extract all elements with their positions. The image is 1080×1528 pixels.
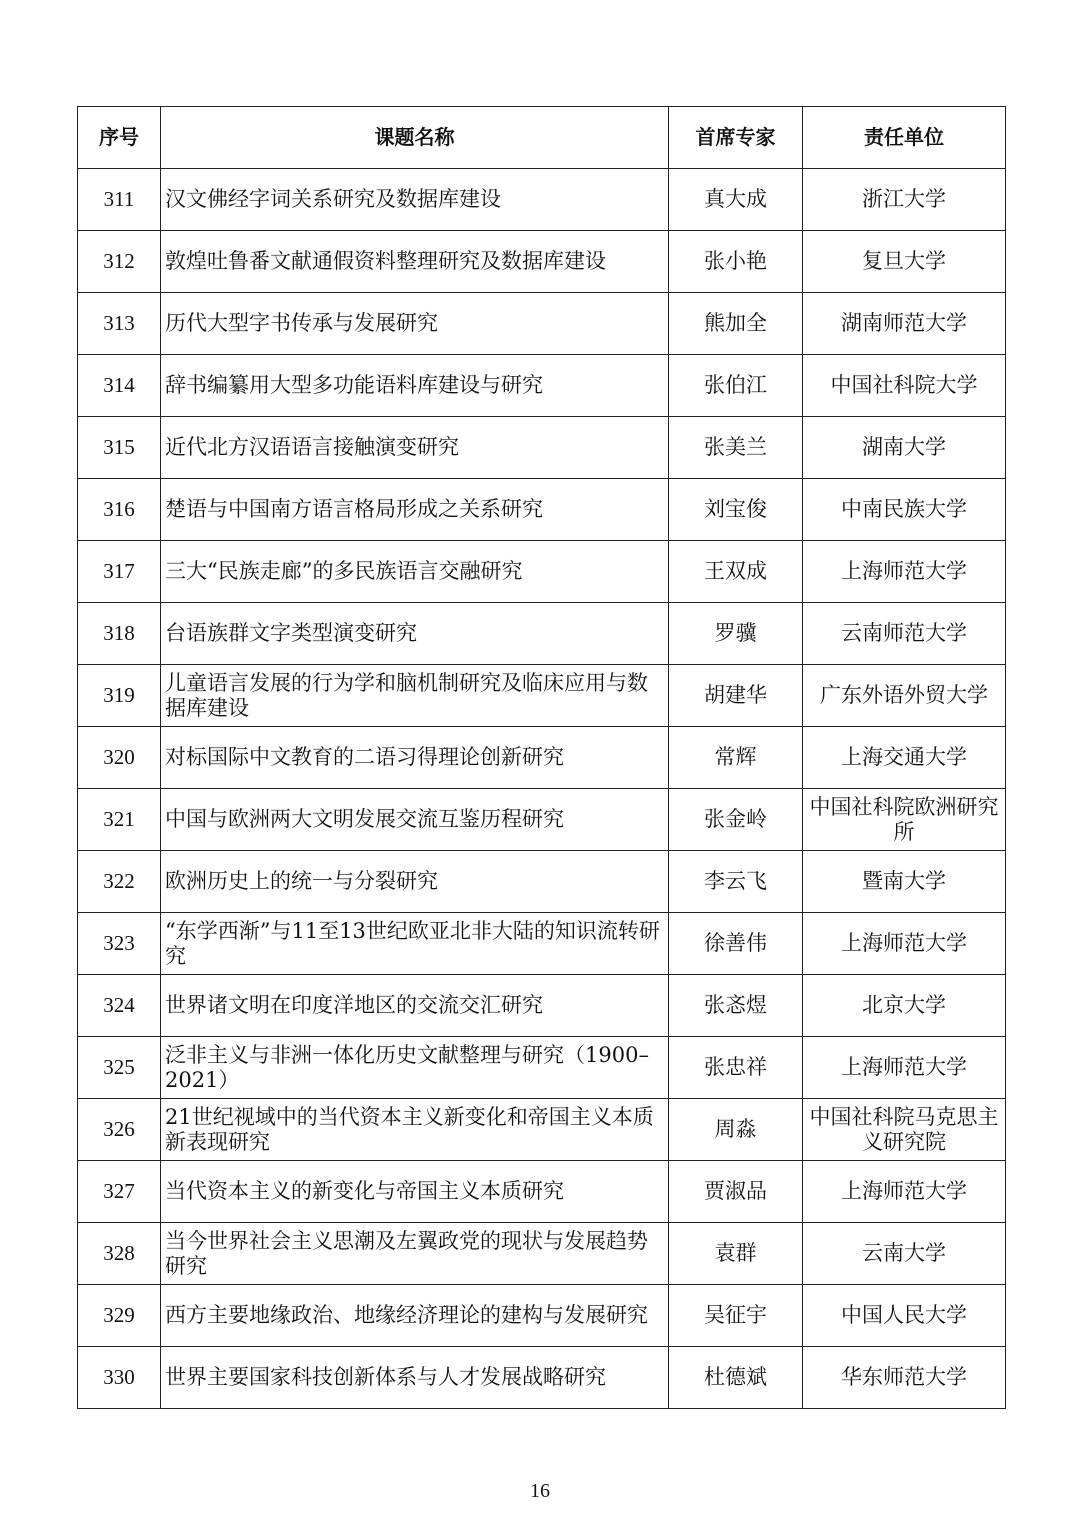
cell-unit: 上海师范大学: [803, 1037, 1006, 1099]
cell-unit: 中南民族大学: [803, 479, 1006, 541]
cell-title: 近代北方汉语语言接触演变研究: [161, 417, 669, 479]
cell-expert: 王双成: [669, 541, 803, 603]
cell-expert: 常辉: [669, 727, 803, 789]
cell-expert: 张忠祥: [669, 1037, 803, 1099]
table-row: [78, 975, 1006, 1037]
cell-unit: 暨南大学: [803, 851, 1006, 913]
cell-no: 323: [78, 913, 161, 975]
cell-expert: 徐善伟: [669, 913, 803, 975]
cell-expert: 罗骥: [669, 603, 803, 665]
cell-no: 330: [78, 1347, 161, 1409]
cell-title: “东学西渐”与11至13世纪欧亚北非大陆的知识流转研究: [161, 913, 669, 975]
header-unit: 责任单位: [803, 107, 1006, 169]
cell-unit: 中国社科院马克思主义研究院: [803, 1099, 1006, 1161]
cell-title: 台语族群文字类型演变研究: [161, 603, 669, 665]
cell-unit: 中国社科院大学: [803, 355, 1006, 417]
cell-title: 当今世界社会主义思潮及左翼政党的现状与发展趋势研究: [161, 1223, 669, 1285]
table-row: [78, 417, 1006, 479]
cell-unit: 云南大学: [803, 1223, 1006, 1285]
cell-no: 327: [78, 1161, 161, 1223]
cell-title: 敦煌吐鲁番文献通假资料整理研究及数据库建设: [161, 231, 669, 293]
cell-no: 325: [78, 1037, 161, 1099]
cell-no: 324: [78, 975, 161, 1037]
cell-no: 312: [78, 231, 161, 293]
cell-unit: 广东外语外贸大学: [803, 665, 1006, 727]
cell-title: 三大“民族走廊”的多民族语言交融研究: [161, 541, 669, 603]
cell-unit: 上海师范大学: [803, 913, 1006, 975]
cell-expert: 张美兰: [669, 417, 803, 479]
cell-expert: 张伯江: [669, 355, 803, 417]
table-row: [78, 1161, 1006, 1223]
cell-unit: 中国社科院欧洲研究所: [803, 789, 1006, 851]
table-row: [78, 293, 1006, 355]
cell-expert: 袁群: [669, 1223, 803, 1285]
cell-title: 世界诸文明在印度洋地区的交流交汇研究: [161, 975, 669, 1037]
cell-no: 329: [78, 1285, 161, 1347]
cell-expert: 杜德斌: [669, 1347, 803, 1409]
cell-no: 320: [78, 727, 161, 789]
table-row: [78, 541, 1006, 603]
cell-title: 世界主要国家科技创新体系与人才发展战略研究: [161, 1347, 669, 1409]
cell-no: 314: [78, 355, 161, 417]
table-row: [78, 1285, 1006, 1347]
cell-unit: 湖南师范大学: [803, 293, 1006, 355]
cell-title: 中国与欧洲两大文明发展交流互鉴历程研究: [161, 789, 669, 851]
cell-expert: 胡建华: [669, 665, 803, 727]
cell-expert: 张金岭: [669, 789, 803, 851]
cell-title: 汉文佛经字词关系研究及数据库建设: [161, 169, 669, 231]
cell-title: 21世纪视域中的当代资本主义新变化和帝国主义本质新表现研究: [161, 1099, 669, 1161]
cell-title: 儿童语言发展的行为学和脑机制研究及临床应用与数据库建设: [161, 665, 669, 727]
cell-no: 328: [78, 1223, 161, 1285]
cell-no: 311: [78, 169, 161, 231]
cell-unit: 湖南大学: [803, 417, 1006, 479]
cell-no: 319: [78, 665, 161, 727]
cell-no: 313: [78, 293, 161, 355]
cell-expert: 吴征宇: [669, 1285, 803, 1347]
cell-title: 欧洲历史上的统一与分裂研究: [161, 851, 669, 913]
cell-unit: 华东师范大学: [803, 1347, 1006, 1409]
cell-no: 318: [78, 603, 161, 665]
cell-unit: 云南师范大学: [803, 603, 1006, 665]
cell-expert: 贾淑品: [669, 1161, 803, 1223]
cell-title: 当代资本主义的新变化与帝国主义本质研究: [161, 1161, 669, 1223]
table-row: [78, 1099, 1006, 1161]
table-row: [78, 231, 1006, 293]
table-row: [78, 479, 1006, 541]
header-no: 序号: [78, 107, 161, 169]
cell-no: 316: [78, 479, 161, 541]
cell-no: 322: [78, 851, 161, 913]
page-number: 16: [530, 1480, 550, 1502]
header-expert: 首席专家: [669, 107, 803, 169]
cell-unit: 上海交通大学: [803, 727, 1006, 789]
cell-expert: 周淼: [669, 1099, 803, 1161]
table-row: [78, 727, 1006, 789]
table-row: [78, 603, 1006, 665]
project-table: [77, 106, 1006, 1409]
cell-expert: 熊加全: [669, 293, 803, 355]
cell-expert: 李云飞: [669, 851, 803, 913]
cell-title: 楚语与中国南方语言格局形成之关系研究: [161, 479, 669, 541]
cell-unit: 浙江大学: [803, 169, 1006, 231]
cell-expert: 真大成: [669, 169, 803, 231]
table-row: [78, 789, 1006, 851]
table-row: [78, 169, 1006, 231]
cell-expert: 张忞煜: [669, 975, 803, 1037]
table-row: [78, 913, 1006, 975]
cell-title: 对标国际中文教育的二语习得理论创新研究: [161, 727, 669, 789]
cell-title: 西方主要地缘政治、地缘经济理论的建构与发展研究: [161, 1285, 669, 1347]
cell-no: 315: [78, 417, 161, 479]
table-body: [78, 169, 1006, 1409]
table-row: [78, 1347, 1006, 1409]
cell-unit: 北京大学: [803, 975, 1006, 1037]
cell-title: 泛非主义与非洲一体化历史文献整理与研究（1900–2021）: [161, 1037, 669, 1099]
table-row: [78, 1223, 1006, 1285]
table-header-row: [78, 107, 1006, 169]
cell-no: 326: [78, 1099, 161, 1161]
header-title: 课题名称: [161, 107, 669, 169]
cell-unit: 复旦大学: [803, 231, 1006, 293]
cell-expert: 刘宝俊: [669, 479, 803, 541]
table-row: [78, 1037, 1006, 1099]
cell-unit: 中国人民大学: [803, 1285, 1006, 1347]
cell-unit: 上海师范大学: [803, 541, 1006, 603]
cell-title: 历代大型字书传承与发展研究: [161, 293, 669, 355]
cell-unit: 上海师范大学: [803, 1161, 1006, 1223]
cell-expert: 张小艳: [669, 231, 803, 293]
cell-no: 317: [78, 541, 161, 603]
cell-no: 321: [78, 789, 161, 851]
table-row: [78, 355, 1006, 417]
table-row: [78, 665, 1006, 727]
cell-title: 辞书编纂用大型多功能语料库建设与研究: [161, 355, 669, 417]
table-row: [78, 851, 1006, 913]
